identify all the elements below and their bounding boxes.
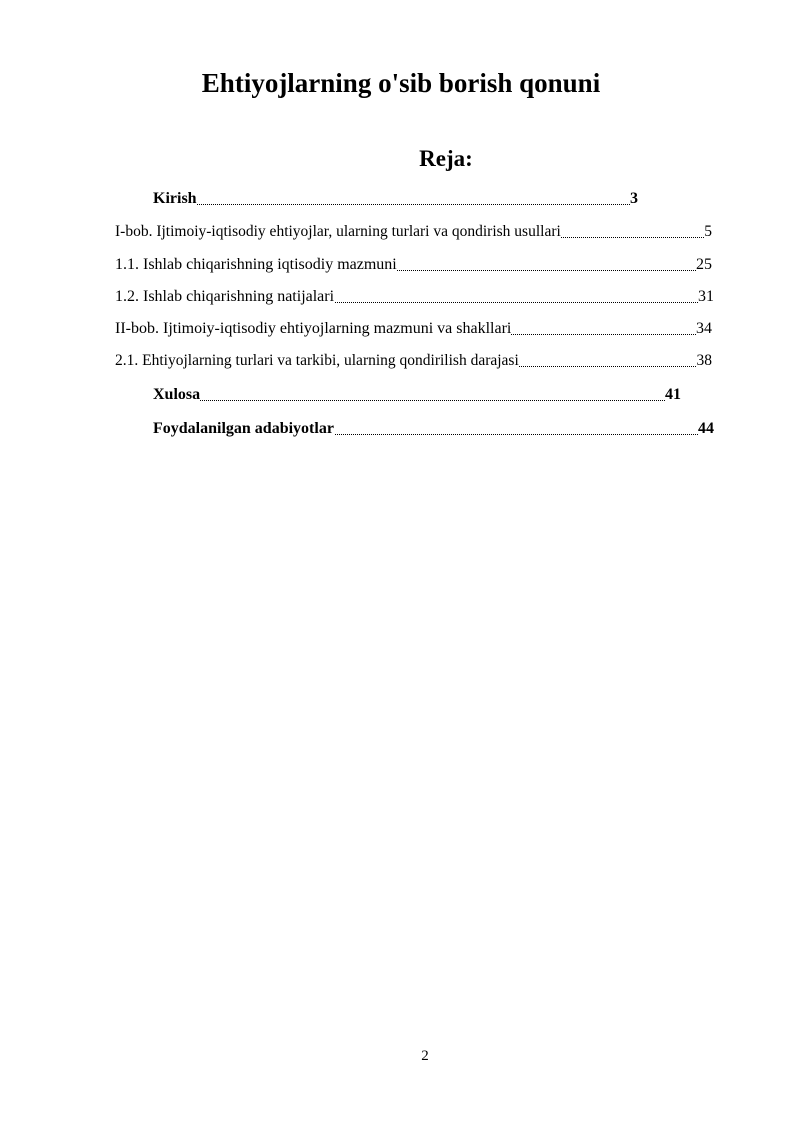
toc-entry-page: 44	[698, 420, 714, 437]
toc-entry-page: 41	[665, 386, 681, 403]
toc-entry-adabiyotlar	[153, 419, 714, 439]
toc-entry-label: Kirish	[153, 190, 197, 207]
toc-entry-page: 25	[696, 256, 712, 273]
toc-entry-label: 1.1. Ishlab chiqarishning iqtisodiy mazmuni	[115, 256, 397, 273]
toc-entry-section-1-1	[115, 255, 712, 275]
toc-entry-section-1-2	[115, 287, 714, 307]
document-title	[0, 68, 800, 99]
page-number-text: 2	[421, 1048, 429, 1064]
toc-entry-section-2-1	[115, 351, 712, 371]
document-title-text: Ehtiyojlarning o'sib borish qonuni	[201, 68, 601, 98]
page-number	[0, 1048, 800, 1065]
toc-entry-label: II-bob. Ijtimoiy-iqtisodiy ehtiyojlarning mazmuni va shakllari	[115, 320, 512, 337]
toc-entry-chapter-1	[115, 222, 712, 242]
toc-entry-chapter-2	[115, 319, 712, 339]
toc-entry-label: 2.1. Ehtiyojlarning turlari va tarkibi, ularning qondirilish darajasi	[115, 352, 519, 369]
toc-leader	[153, 400, 681, 401]
toc-entry-label: Foydalanilgan adabiyotlar	[153, 420, 334, 437]
plan-heading	[0, 146, 800, 172]
toc-entry-xulosa	[153, 385, 681, 405]
plan-heading-text: Reja:	[419, 146, 473, 171]
toc-entry-label: 1.2. Ishlab chiqarishning natijalari	[115, 288, 335, 305]
toc-entry-label: I-bob. Ijtimoiy-iqtisodiy ehtiyojlar, ularning turlari va qondirish usullari	[115, 223, 561, 240]
toc-entry-page: 38	[696, 352, 712, 369]
toc-entry-page: 34	[696, 320, 712, 337]
toc-entry-page: 5	[704, 223, 712, 240]
toc-entry-page: 31	[698, 288, 714, 305]
toc-entry-kirish	[153, 189, 638, 209]
toc-entry-page: 3	[630, 190, 638, 207]
toc-leader	[153, 204, 638, 205]
toc-entry-label: Xulosa	[153, 386, 201, 403]
